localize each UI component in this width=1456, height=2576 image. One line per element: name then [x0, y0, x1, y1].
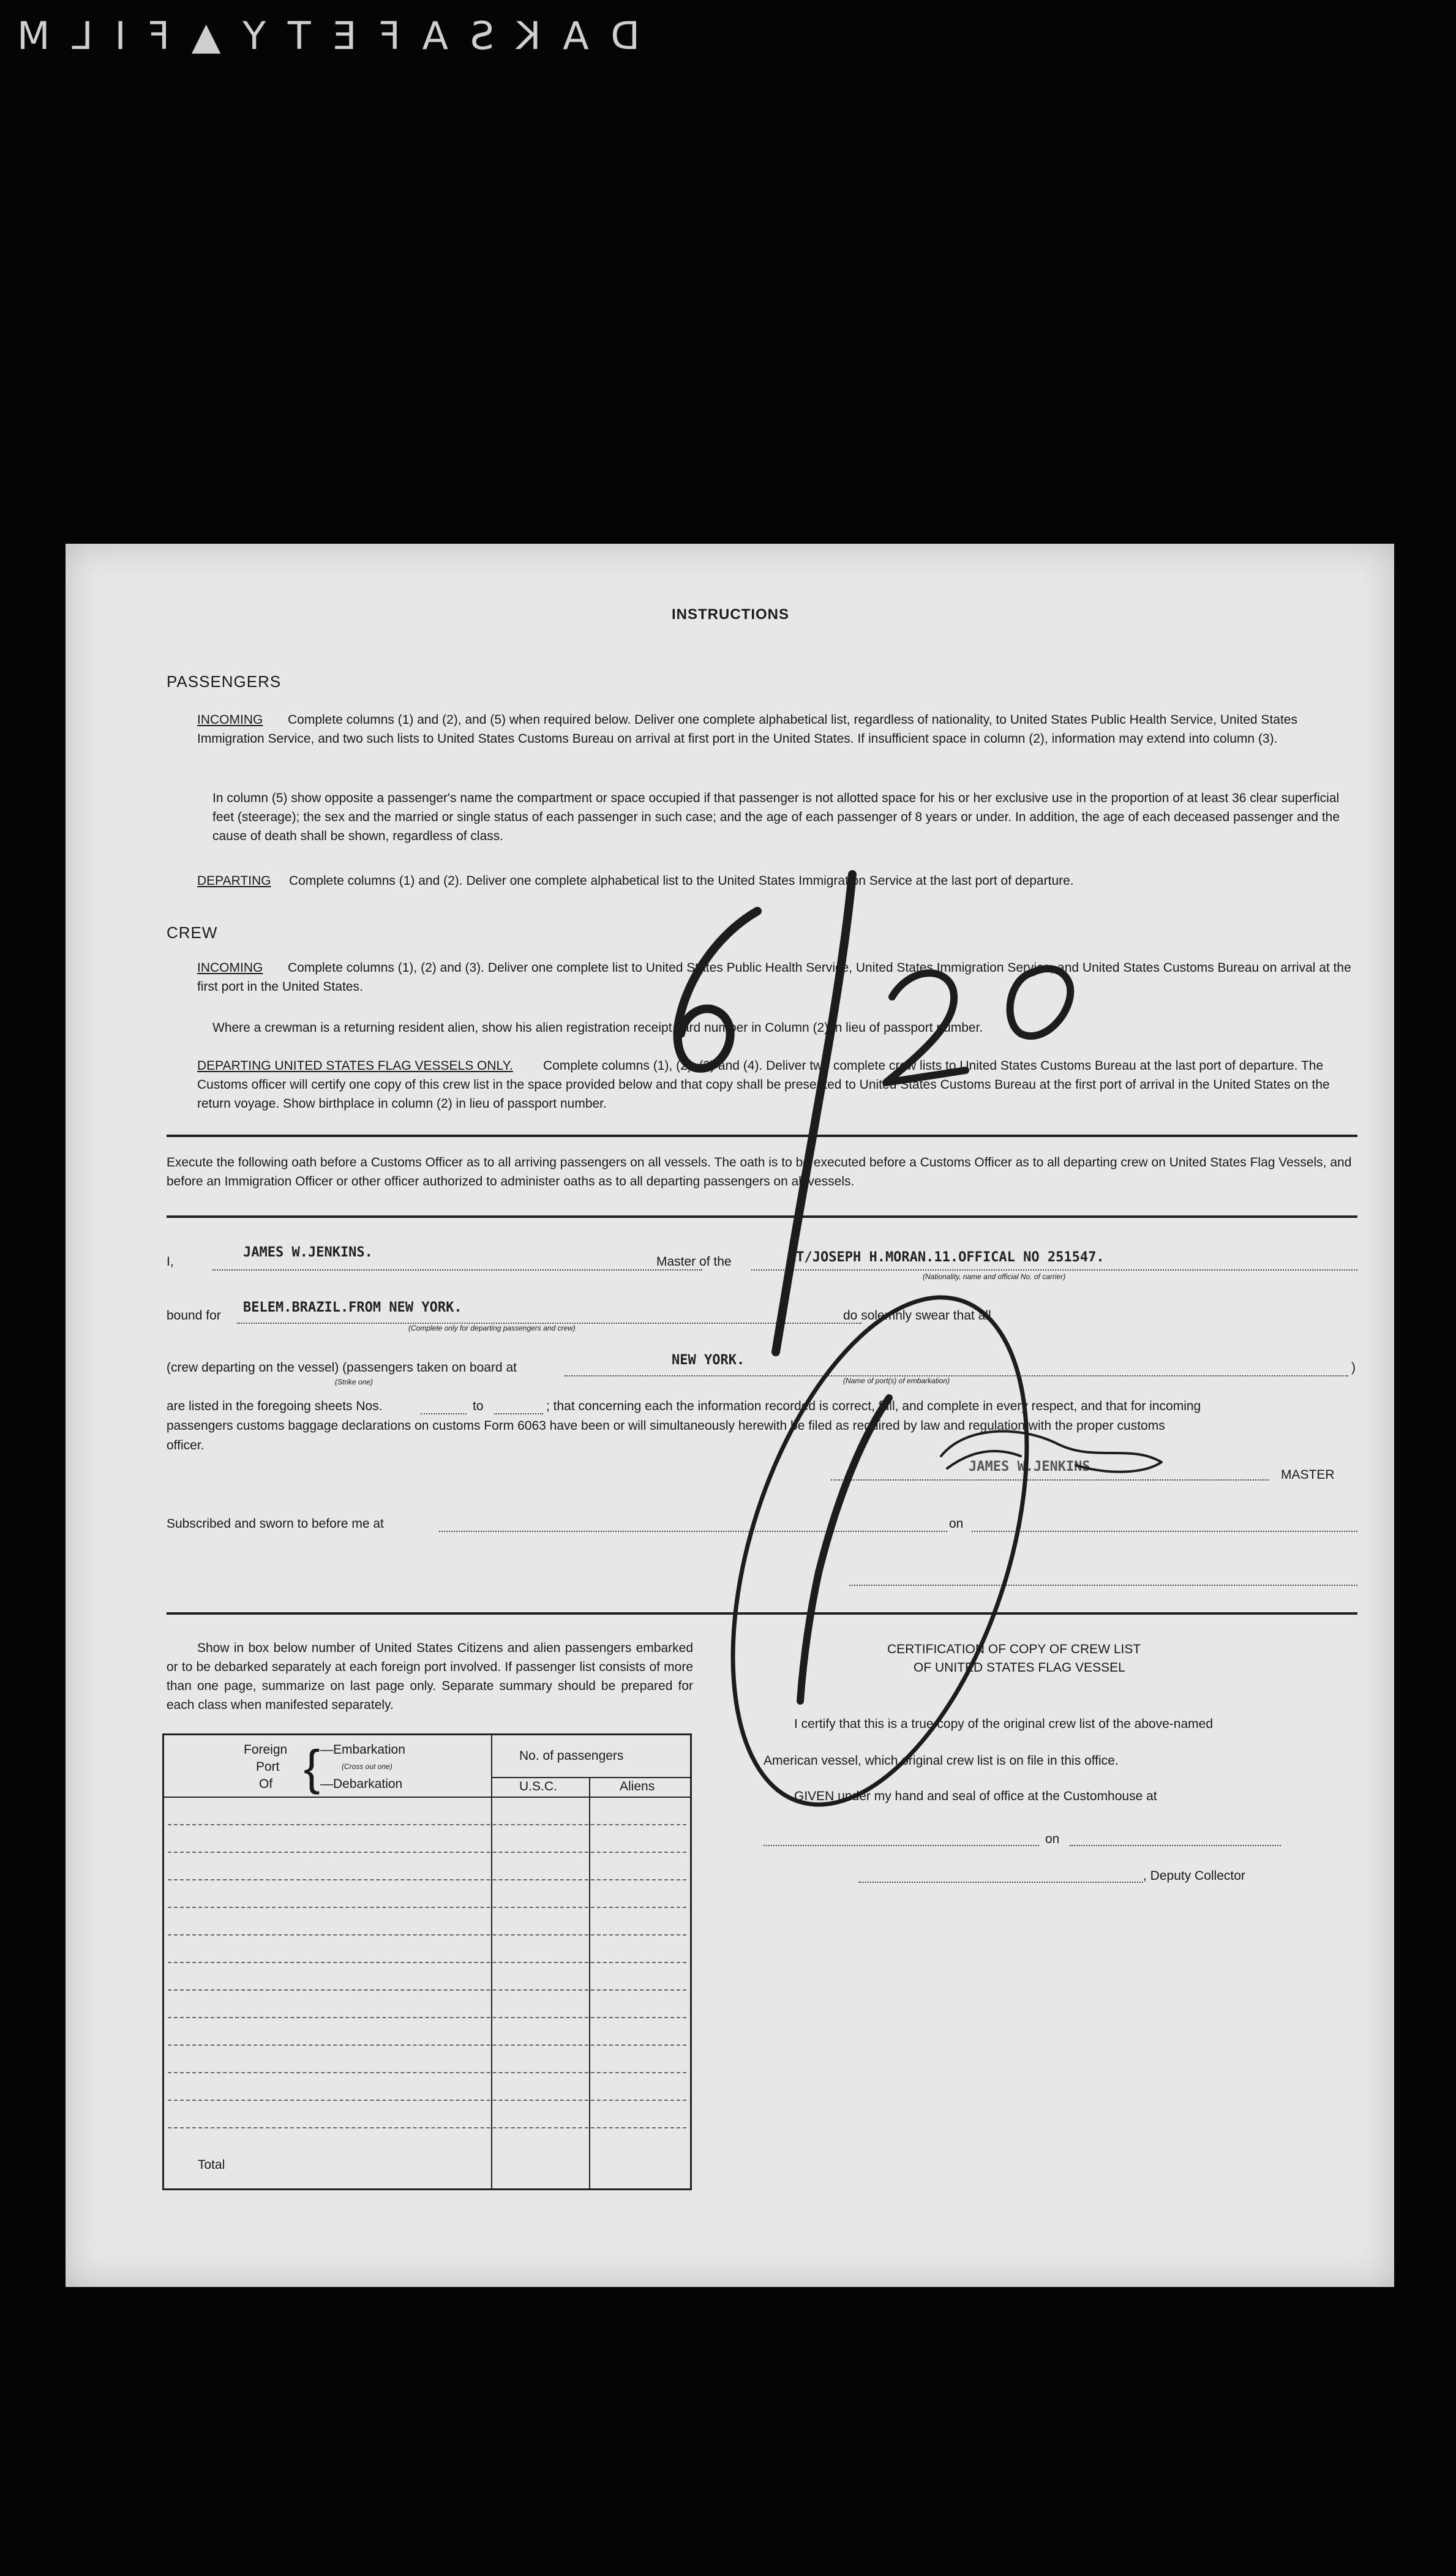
- crew-heading: CREW: [167, 923, 218, 942]
- crew-incoming-label: INCOMING: [197, 961, 263, 975]
- crew-incoming-text: Complete columns (1), (2) and (3). Deliver one complete list to United States Public Health Service, United States Immigration Service, and United States Customs Bureau on arrival at the first port in the United States.: [197, 961, 1351, 994]
- bound-for-label: bound for: [167, 1309, 221, 1323]
- port-label: Port: [256, 1760, 280, 1774]
- master-name-typed: JAMES W.JENKINS.: [243, 1245, 373, 1260]
- summary-instructions: Show in box below number of United States Citizens and alien passengers embarked or to be debarked separately at each foreign port involved. If passenger list consists of more than one page, summarize on last page only. Separate summary should be prepared for each class when manifested separately.: [167, 1641, 693, 1712]
- sheets-text-b: ; that concerning each the information recorded is correct, full, and complete in every respect, and that for incoming: [546, 1399, 1201, 1413]
- sworn-date-line: [972, 1531, 1357, 1532]
- sworn-on-label: on: [949, 1517, 964, 1531]
- passengers-departing-text: Complete columns (1) and (2). Deliver one complete alphabetical list to the United States Immigration Service at the last port of departure.: [289, 874, 1074, 888]
- sheet-to-line: [494, 1413, 543, 1414]
- film-edge-lettering: [0, 0, 1456, 80]
- table-row: [168, 1852, 686, 1853]
- certification-date-line: [1070, 1845, 1281, 1846]
- table-row: [168, 1907, 686, 1908]
- deputy-collector-label: , Deputy Collector: [1143, 1869, 1245, 1883]
- table-row: [168, 2127, 686, 2128]
- solemnly-swear-text: do solemnly swear that all: [843, 1309, 991, 1323]
- passengers-column5-text: In column (5) show opposite a passenger's name the compartment or space occupied if that passenger is not allotted space for his or her exclusive use in the proportion of at least 36 clear superficial feet (steerage); the sex and the married or single status of each passenger in such case; and the age of each passenger of 8 years or under. In addition, the age of each deceased passenger and the cause of death shall be shown, regardless of class.: [212, 791, 1340, 843]
- strike-one-caption: (Strike one): [335, 1378, 373, 1386]
- debarkation-label: —Debarkation: [320, 1777, 403, 1791]
- vessel-on-file-text: American vessel, which original crew list is on file in this office.: [764, 1754, 1119, 1768]
- bound-for-caption: (Complete only for departing passengers and crew): [408, 1324, 576, 1332]
- passengers-departing-label: DEPARTING: [197, 874, 271, 888]
- section-divider: [167, 1215, 1357, 1218]
- master-name-line: [212, 1269, 702, 1271]
- form-title: INSTRUCTIONS: [672, 606, 789, 623]
- subscribed-sworn-label: Subscribed and sworn to before me at: [167, 1517, 384, 1531]
- foreign-label: Foreign: [244, 1743, 288, 1757]
- master-signature-line: [831, 1479, 1269, 1481]
- certify-text: I certify that this is a true copy of the original crew list of the above-named: [794, 1717, 1213, 1731]
- no-passengers-header: No. of passengers: [519, 1749, 624, 1763]
- section-divider: [167, 1135, 1357, 1137]
- crew-returning-alien-text: Where a crewman is a returning resident alien, show his alien registration receipt card number in Column (2) in lieu of passport number.: [212, 1021, 983, 1035]
- sworn-place-line: [439, 1531, 947, 1532]
- customhouse-line: [764, 1845, 1039, 1846]
- immigration-form-page: [66, 544, 1394, 2287]
- officer-signature-line: [849, 1585, 1357, 1586]
- passengers-heading: PASSENGERS: [167, 672, 282, 691]
- officer-text: officer.: [167, 1438, 205, 1452]
- oath-instructions: Execute the following oath before a Customs Officer as to all arriving passengers on all vessels. The oath is to be executed before a Customs Officer as to all departing crew on United States Flag Vessels, and before an Immigration Officer or other officer authorized to administer oaths as to all departing passengers on all vessels.: [167, 1155, 1352, 1188]
- section-divider: [167, 1612, 1357, 1615]
- deputy-collector-line: [858, 1882, 1143, 1883]
- table-row: [168, 2100, 686, 2101]
- given-under-hand-text: GIVEN under my hand and seal of office at the Customhouse at: [794, 1789, 1157, 1803]
- sheets-text-c: passengers customs baggage declarations on customs Form 6063 have been or will simultaneously herewith be filed as required by law and regulation with the proper customs: [167, 1419, 1165, 1433]
- sheet-from-line: [421, 1413, 467, 1414]
- table-row: [168, 2017, 686, 2018]
- table-row: [168, 1989, 686, 1991]
- master-label: MASTER: [1281, 1468, 1335, 1482]
- sheets-to: to: [473, 1399, 484, 1413]
- crew-departing-text: Complete columns (1), (2), (3) and (4). Deliver two complete crew lists to United States Customs Bureau at the last port of departure. The Customs officer will certify one copy of this crew list in the space provided below and that copy shall be presented to United States Customs Bureau at the first port of arrival in the United States on the return voyage. Show birthplace in column (2) in lieu of passport number.: [197, 1059, 1330, 1111]
- table-row: [168, 1934, 686, 1936]
- cross-out-caption: (Cross out one): [342, 1762, 392, 1771]
- passenger-summary-table: [162, 1733, 692, 2190]
- passengers-incoming-label: INCOMING: [197, 713, 263, 727]
- vessel-typed: MT/JOSEPH H.MORAN.11.OFFICAL NO 251547.: [788, 1250, 1105, 1265]
- master-of-label: Master of the: [656, 1255, 732, 1269]
- crew-passengers-text: (crew departing on the vessel) (passengers taken on board at: [167, 1361, 517, 1375]
- port-caption: (Name of port(s) of embarkation): [843, 1376, 950, 1385]
- port-typed: NEW YORK.: [672, 1353, 745, 1368]
- certification-on-label: on: [1045, 1832, 1060, 1846]
- certification-title-line2: OF UNITED STATES FLAG VESSEL: [914, 1661, 1125, 1675]
- embarkation-label: —Embarkation: [320, 1743, 405, 1757]
- vessel-caption: (Nationality, name and official No. of carrier): [923, 1272, 1066, 1281]
- brace: {: [304, 1740, 320, 1795]
- of-label: Of: [259, 1777, 273, 1791]
- crew-departing-label: DEPARTING UNITED STATES FLAG VESSELS ONLY.: [197, 1059, 513, 1073]
- certification-title-line1: CERTIFICATION OF COPY OF CREW LIST: [887, 1642, 1141, 1656]
- film-edge-text: D A K S A F E T Y ▲ F I L M: [12, 13, 640, 58]
- oath-i-label: I,: [167, 1255, 174, 1269]
- table-row: [168, 1824, 686, 1825]
- aliens-header: Aliens: [620, 1779, 655, 1793]
- sheets-text-a: are listed in the foregoing sheets Nos.: [167, 1399, 383, 1413]
- table-row: [168, 1962, 686, 1963]
- closing-paren: ): [1351, 1361, 1356, 1375]
- vessel-line: [751, 1269, 1357, 1271]
- passengers-incoming-text: Complete columns (1) and (2), and (5) when required below. Deliver one complete alphabetical list, regardless of nationality, to United States Public Health Service, United States Immigration Service, and two such lists to United States Customs Bureau on arrival at first port in the United States. If insufficient space in column (2), information may extend into column (3).: [197, 713, 1297, 746]
- table-row: [168, 2072, 686, 2073]
- port-line: [565, 1375, 1348, 1376]
- bound-for-typed: BELEM.BRAZIL.FROM NEW YORK.: [243, 1300, 462, 1315]
- total-label: Total: [198, 2158, 225, 2172]
- usc-header: U.S.C.: [519, 1779, 557, 1793]
- table-row: [168, 2045, 686, 2046]
- table-row: [168, 1879, 686, 1880]
- master-signature-typed: JAMES W.JENKINS.: [969, 1459, 1098, 1474]
